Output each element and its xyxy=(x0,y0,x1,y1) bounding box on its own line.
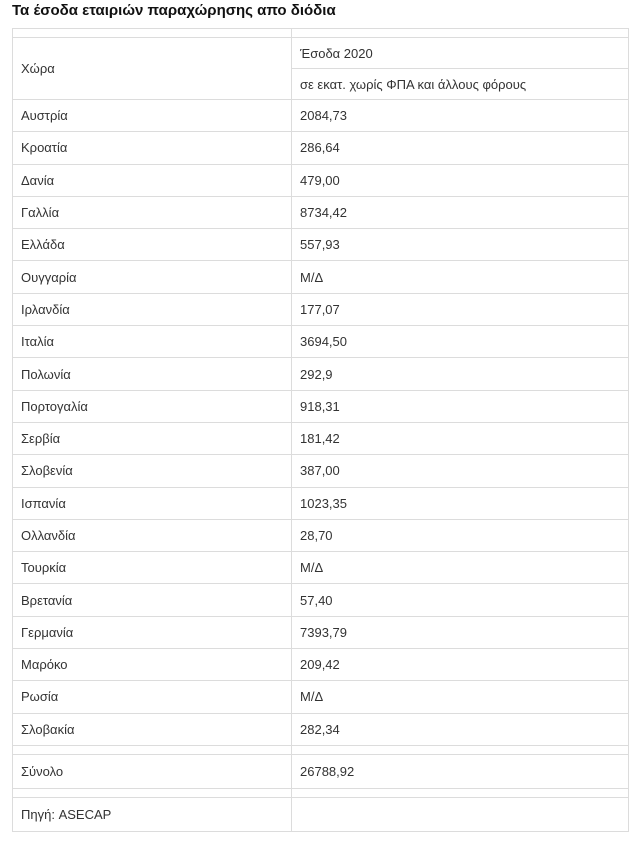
value-cell: Μ/Δ xyxy=(292,681,629,713)
source-row xyxy=(13,797,629,831)
table-row xyxy=(13,358,629,390)
value-cell: 479,00 xyxy=(292,164,629,196)
value-cell: 28,70 xyxy=(292,519,629,551)
country-cell: Ρωσία xyxy=(13,681,292,713)
value-cell: 8734,42 xyxy=(292,196,629,228)
value-cell: 282,34 xyxy=(292,713,629,745)
table-row xyxy=(13,455,629,487)
country-cell: Ισπανία xyxy=(13,487,292,519)
table-row xyxy=(13,196,629,228)
value-cell: 2084,73 xyxy=(292,100,629,132)
country-cell: Βρετανία xyxy=(13,584,292,616)
table-row xyxy=(13,132,629,164)
table-row xyxy=(13,616,629,648)
spacer-cell xyxy=(13,745,292,754)
table-row xyxy=(13,487,629,519)
country-cell: Ολλανδία xyxy=(13,519,292,551)
value-cell: 181,42 xyxy=(292,422,629,454)
value-cell: 57,40 xyxy=(292,584,629,616)
value-cell: 557,93 xyxy=(292,229,629,261)
table-row xyxy=(13,293,629,325)
spacer-row xyxy=(13,29,629,38)
value-cell: 286,64 xyxy=(292,132,629,164)
value-cell: 7393,79 xyxy=(292,616,629,648)
table-row xyxy=(13,552,629,584)
source-empty-cell xyxy=(292,797,629,831)
total-label: Σύνολο xyxy=(13,754,292,788)
table-row xyxy=(13,584,629,616)
country-cell: Γαλλία xyxy=(13,196,292,228)
table-row xyxy=(13,422,629,454)
table-row xyxy=(13,164,629,196)
value-cell: 209,42 xyxy=(292,649,629,681)
header-revenue-year: Έσοδα 2020 xyxy=(292,38,629,69)
table-row xyxy=(13,713,629,745)
country-cell: Σερβία xyxy=(13,422,292,454)
value-cell: 3694,50 xyxy=(292,326,629,358)
country-cell: Ιταλία xyxy=(13,326,292,358)
table-row xyxy=(13,261,629,293)
revenue-table xyxy=(12,28,629,832)
table-row xyxy=(13,649,629,681)
value-cell: 177,07 xyxy=(292,293,629,325)
country-cell: Σλοβενία xyxy=(13,455,292,487)
table-row xyxy=(13,390,629,422)
country-cell: Πορτογαλία xyxy=(13,390,292,422)
country-cell: Τουρκία xyxy=(13,552,292,584)
value-cell: Μ/Δ xyxy=(292,552,629,584)
table-row xyxy=(13,681,629,713)
spacer-cell xyxy=(13,788,292,797)
country-cell: Κροατία xyxy=(13,132,292,164)
page-title: Τα έσοδα εταιριών παραχώρησης απο διόδια xyxy=(12,2,336,19)
country-cell: Μαρόκο xyxy=(13,649,292,681)
table-row xyxy=(13,326,629,358)
header-row xyxy=(13,38,629,69)
country-cell: Ουγγαρία xyxy=(13,261,292,293)
spacer-cell xyxy=(13,29,292,38)
table-row xyxy=(13,519,629,551)
spacer-row xyxy=(13,745,629,754)
table-row xyxy=(13,100,629,132)
value-cell: 918,31 xyxy=(292,390,629,422)
source-label: Πηγή: ASECAP xyxy=(13,797,292,831)
country-cell: Πολωνία xyxy=(13,358,292,390)
country-cell: Ελλάδα xyxy=(13,229,292,261)
country-cell: Ιρλανδία xyxy=(13,293,292,325)
value-cell: 292,9 xyxy=(292,358,629,390)
revenue-table-body xyxy=(13,29,629,832)
country-cell: Αυστρία xyxy=(13,100,292,132)
country-cell: Σλοβακία xyxy=(13,713,292,745)
value-cell: Μ/Δ xyxy=(292,261,629,293)
spacer-cell xyxy=(292,29,629,38)
spacer-cell xyxy=(292,788,629,797)
header-country: Χώρα xyxy=(13,38,292,100)
value-cell: 387,00 xyxy=(292,455,629,487)
country-cell: Γερμανία xyxy=(13,616,292,648)
total-value: 26788,92 xyxy=(292,754,629,788)
country-cell: Δανία xyxy=(13,164,292,196)
table-row xyxy=(13,229,629,261)
header-revenue-note: σε εκατ. χωρίς ΦΠΑ και άλλους φόρους xyxy=(292,69,629,100)
value-cell: 1023,35 xyxy=(292,487,629,519)
spacer-cell xyxy=(292,745,629,754)
spacer-row xyxy=(13,788,629,797)
total-row xyxy=(13,754,629,788)
